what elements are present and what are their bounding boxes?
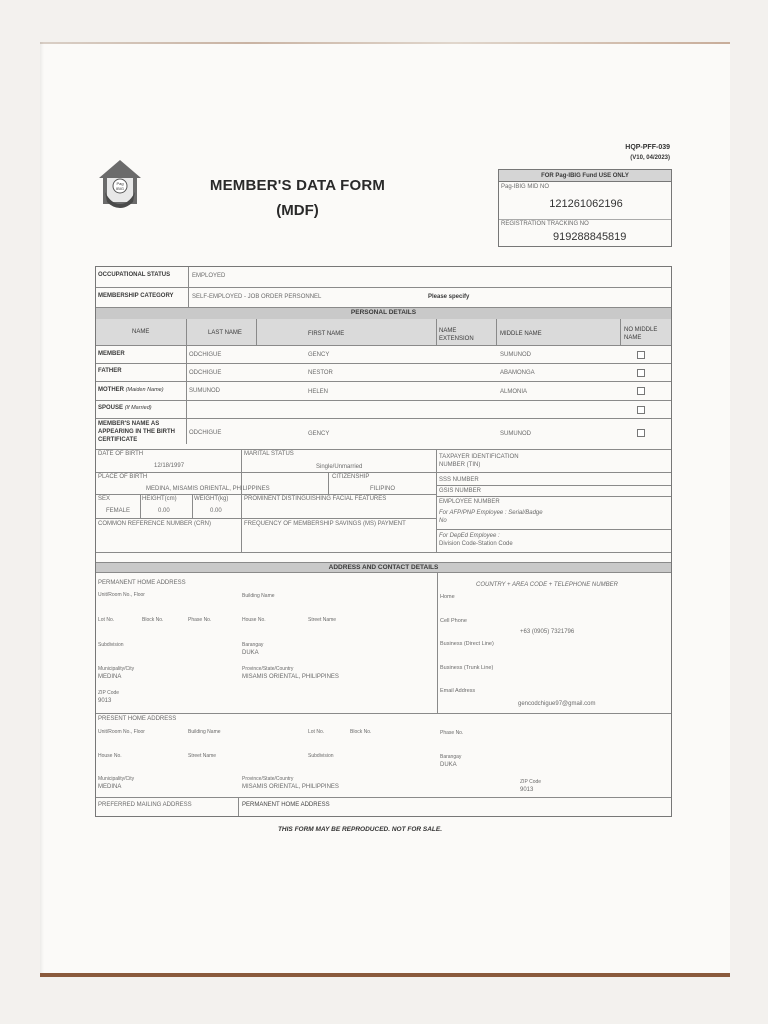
sss-label: SSS NUMBER xyxy=(439,477,479,483)
svg-text:Pag: Pag xyxy=(116,181,124,186)
divider xyxy=(238,797,239,816)
present-unit-label: Unit/Room No., Floor xyxy=(98,729,145,735)
father-row-label: FATHER xyxy=(98,368,122,374)
divider xyxy=(96,363,671,364)
present-province-value[interactable]: MISAMIS ORIENTAL, PHILIPPINES xyxy=(242,784,339,790)
barangay-value[interactable]: DUKA xyxy=(242,650,259,656)
father-last-name[interactable]: ODCHIGUE xyxy=(189,370,222,376)
occupational-status-label: OCCUPATIONAL STATUS xyxy=(98,272,171,278)
tin-label-line1: TAXPAYER IDENTIFICATION xyxy=(439,454,519,460)
business-direct-label: Business (Direct Line) xyxy=(440,641,494,647)
form-version: (V10, 04/2023) xyxy=(630,155,670,161)
afp-pnp-label xyxy=(439,509,543,525)
province-label: Province/State/Country xyxy=(242,666,294,672)
father-no-middle-checkbox[interactable] xyxy=(637,369,645,377)
spouse-row-label xyxy=(98,405,152,411)
email-value[interactable]: gencodchigue97@gmail.com xyxy=(518,701,596,707)
preferred-mailing-label: PREFERRED MAILING ADDRESS xyxy=(98,802,192,808)
divider xyxy=(96,713,671,714)
phase-label: Phase No. xyxy=(188,617,212,623)
main-form-table xyxy=(95,266,672,817)
present-subdivision-label: Subdivision xyxy=(308,753,334,759)
home-phone-label: Home xyxy=(440,594,455,600)
present-province-label: Province/State/Country xyxy=(242,776,294,782)
present-lot-label: Lot No. xyxy=(308,729,325,735)
member-middle-name[interactable]: SUMUNOD xyxy=(500,352,531,358)
birth-cert-no-middle-checkbox[interactable] xyxy=(637,429,645,437)
please-specify-label: Please specify xyxy=(428,294,470,300)
mid-value[interactable]: 121261062196 xyxy=(549,198,623,210)
marital-status-label: MARITAL STATUS xyxy=(244,451,294,457)
country-code-label: COUNTRY + AREA CODE + TELEPHONE NUMBER xyxy=(476,582,618,588)
present-building-label: Building Name xyxy=(188,729,221,735)
preferred-mailing-value[interactable]: PERMANENT HOME ADDRESS xyxy=(242,802,330,808)
deped-label xyxy=(439,532,513,548)
facial-features-label: PROMINENT DISTINGUISHING FACIAL FEATURES xyxy=(244,496,387,502)
form-subtitle: (MDF) xyxy=(276,202,319,219)
present-barangay-label: Barangay xyxy=(440,754,462,760)
cell-phone-value[interactable]: +63 (0905) 7321796 xyxy=(520,629,575,635)
paper-left-shadow xyxy=(40,42,44,977)
mother-middle-name[interactable]: ALMONIA xyxy=(500,389,528,395)
divider xyxy=(436,449,437,553)
dob-label: DATE OF BIRTH xyxy=(98,451,144,457)
divider xyxy=(436,485,671,486)
mother-row-label xyxy=(98,387,164,393)
mother-no-middle-checkbox[interactable] xyxy=(637,387,645,395)
middle-name-header: MIDDLE NAME xyxy=(500,331,542,337)
membership-category-value[interactable]: SELF-EMPLOYED - JOB ORDER PERSONNEL xyxy=(192,294,322,300)
province-value[interactable]: MISAMIS ORIENTAL, PHILIPPINES xyxy=(242,674,339,680)
birth-cert-label-line2: APPEARING IN THE BIRTH xyxy=(98,429,176,435)
divider xyxy=(620,319,621,345)
present-address-label: PRESENT HOME ADDRESS xyxy=(98,716,177,722)
mother-label: MOTHER xyxy=(98,387,124,393)
no-middle-name-header: NO MIDDLE NAME xyxy=(624,327,658,341)
present-street-label: Street Name xyxy=(188,753,217,759)
divider xyxy=(96,400,671,401)
lot-label: Lot No. xyxy=(98,617,115,623)
weight-value[interactable]: 0.00 xyxy=(210,508,222,514)
height-value[interactable]: 0.00 xyxy=(158,508,170,514)
mother-first-name[interactable]: HELEN xyxy=(308,389,329,395)
member-last-name[interactable]: ODCHIGUE xyxy=(189,352,222,358)
citizenship-value[interactable]: FILIPINO xyxy=(370,486,396,492)
rtn-value[interactable]: 919288845819 xyxy=(553,231,627,243)
divider xyxy=(328,472,329,494)
member-row-label: MEMBER xyxy=(98,351,125,357)
office-use-heading: FOR Pag-IBIG Fund USE ONLY xyxy=(499,170,671,182)
cell-phone-label: Cell Phone xyxy=(440,618,467,624)
place-of-birth-value[interactable]: MEDINA, MISAMIS ORIENTAL, PHILIPPINES xyxy=(146,486,270,492)
father-middle-name[interactable]: ABAMONGA xyxy=(500,370,535,376)
birth-cert-label-line3: CERTIFICATE xyxy=(98,437,138,443)
divider xyxy=(96,518,436,519)
unit-label: Unit/Room No., Floor xyxy=(98,592,145,598)
house-label: House No. xyxy=(242,617,266,623)
present-barangay-value[interactable]: DUKA xyxy=(440,762,457,768)
divider xyxy=(241,449,242,553)
barangay-label: Barangay xyxy=(242,642,264,648)
birth-cert-last-name[interactable]: ODCHIGUE xyxy=(189,430,222,436)
tin-label-line2: NUMBER (TIN) xyxy=(439,462,481,468)
rtn-label: REGISTRATION TRACKING NO xyxy=(501,221,589,227)
tin-label xyxy=(439,453,519,469)
paper-top-edge xyxy=(40,42,730,44)
place-of-birth-label: PLACE OF BIRTH xyxy=(98,474,148,480)
divider xyxy=(496,319,497,345)
deped-label-line2: Division Code-Station Code xyxy=(439,541,513,547)
present-house-label: House No. xyxy=(98,753,122,759)
municipality-label: Municipality/City xyxy=(98,666,135,672)
block-label: Block No. xyxy=(142,617,164,623)
mother-last-name[interactable]: SUMUNOD xyxy=(189,388,220,394)
svg-text:IBIG: IBIG xyxy=(115,186,125,191)
sex-value[interactable]: FEMALE xyxy=(106,508,131,514)
footer-note: THIS FORM MAY BE REPRODUCED. NOT FOR SALE. xyxy=(277,826,443,833)
divider xyxy=(436,319,437,345)
street-label: Street Name xyxy=(308,617,337,623)
personal-details-band: PERSONAL DETAILS xyxy=(96,308,671,319)
present-municipality-label: Municipality/City xyxy=(98,776,135,782)
member-first-name[interactable]: GENCY xyxy=(308,352,330,358)
divider xyxy=(436,496,671,497)
present-block-label: Block No. xyxy=(350,729,372,735)
divider xyxy=(256,319,257,345)
sex-label: SEX xyxy=(98,496,111,502)
divider xyxy=(96,418,671,419)
divider xyxy=(96,381,671,382)
divider xyxy=(96,797,671,798)
municipality-value[interactable]: MEDINA xyxy=(98,674,122,680)
divider xyxy=(140,494,141,518)
address-contact-band: ADDRESS AND CONTACT DETAILS xyxy=(96,562,671,573)
house-hands-icon xyxy=(97,158,143,210)
present-zip-label: ZIP Code xyxy=(520,779,542,785)
last-name-header: LAST NAME xyxy=(208,330,242,336)
subdivision-label: Subdivision xyxy=(98,642,124,648)
citizenship-label: CITIZENSHIP xyxy=(332,474,370,480)
weight-label: WEIGHT(kg) xyxy=(194,496,229,502)
crn-label: COMMON REFERENCE NUMBER (CRN) xyxy=(98,521,211,527)
mid-label: Pag-IBIG MID NO xyxy=(501,184,550,190)
form-code-block xyxy=(600,143,670,163)
first-name-header: FIRST NAME xyxy=(308,331,345,337)
member-no-middle-checkbox[interactable] xyxy=(637,351,645,359)
father-first-name[interactable]: NESTOR xyxy=(308,370,333,376)
present-zip-value[interactable]: 9013 xyxy=(520,787,534,793)
spouse-no-middle-checkbox[interactable] xyxy=(637,406,645,414)
birth-cert-row-label xyxy=(98,420,175,444)
marital-status-value[interactable]: Single/Unmarried xyxy=(316,464,363,470)
zip-label: ZIP Code xyxy=(98,690,120,696)
office-use-box xyxy=(498,169,672,247)
present-municipality-value[interactable]: MEDINA xyxy=(98,784,122,790)
spouse-label: SPOUSE xyxy=(98,405,124,411)
height-label: HEIGHT(cm) xyxy=(142,496,177,502)
name-column-header: NAME xyxy=(132,329,150,335)
business-trunk-label: Business (Trunk Line) xyxy=(440,665,494,671)
divider xyxy=(96,449,671,450)
employee-number-label: EMPLOYEE NUMBER xyxy=(439,499,500,505)
dob-value[interactable]: 12/18/1997 xyxy=(154,463,185,469)
form-title: MEMBER'S DATA FORM xyxy=(209,177,386,194)
birth-cert-middle-name[interactable]: SUMUNOD xyxy=(500,431,531,437)
occupational-status-value[interactable]: EMPLOYED xyxy=(192,273,226,279)
present-phase-label: Phase No. xyxy=(440,730,464,736)
divider xyxy=(96,552,671,553)
deped-label-line1: For DepEd Employee : xyxy=(439,533,500,539)
birth-cert-first-name[interactable]: GENCY xyxy=(308,431,330,437)
column-header-row xyxy=(96,319,671,345)
divider xyxy=(192,494,193,518)
form-code: HQP-PFF-039 xyxy=(625,144,670,151)
email-label: Email Address xyxy=(440,688,476,694)
divider xyxy=(499,219,671,220)
divider xyxy=(188,287,189,307)
divider xyxy=(96,472,436,473)
pagibig-logo xyxy=(97,158,143,210)
paper-bottom-edge xyxy=(40,973,730,977)
divider xyxy=(436,529,671,530)
permanent-address-label: PERMANENT HOME ADDRESS xyxy=(98,580,186,586)
spouse-note: (If Married) xyxy=(124,405,152,411)
name-extension-header: NAME EXTENSION xyxy=(439,328,474,342)
divider xyxy=(96,287,671,288)
mother-note: (Maiden Name) xyxy=(125,387,164,393)
afp-pnp-label-line1: For AFP/PNP Employee : Serial/Badge xyxy=(439,510,543,516)
building-label: Building Name xyxy=(242,593,275,599)
membership-category-label: MEMBERSHIP CATEGORY xyxy=(98,293,174,299)
zip-value[interactable]: 9013 xyxy=(98,698,112,704)
divider xyxy=(96,345,671,346)
divider xyxy=(436,472,671,473)
savings-frequency-label: FREQUENCY OF MEMBERSHIP SAVINGS (MS) PAYMENT xyxy=(244,521,406,527)
afp-pnp-label-line2: No xyxy=(439,518,447,524)
divider xyxy=(96,494,436,495)
birth-cert-label-line1: MEMBER'S NAME AS xyxy=(98,421,160,427)
divider xyxy=(437,573,438,713)
gsis-label: GSIS NUMBER xyxy=(439,488,482,494)
divider xyxy=(188,267,189,287)
